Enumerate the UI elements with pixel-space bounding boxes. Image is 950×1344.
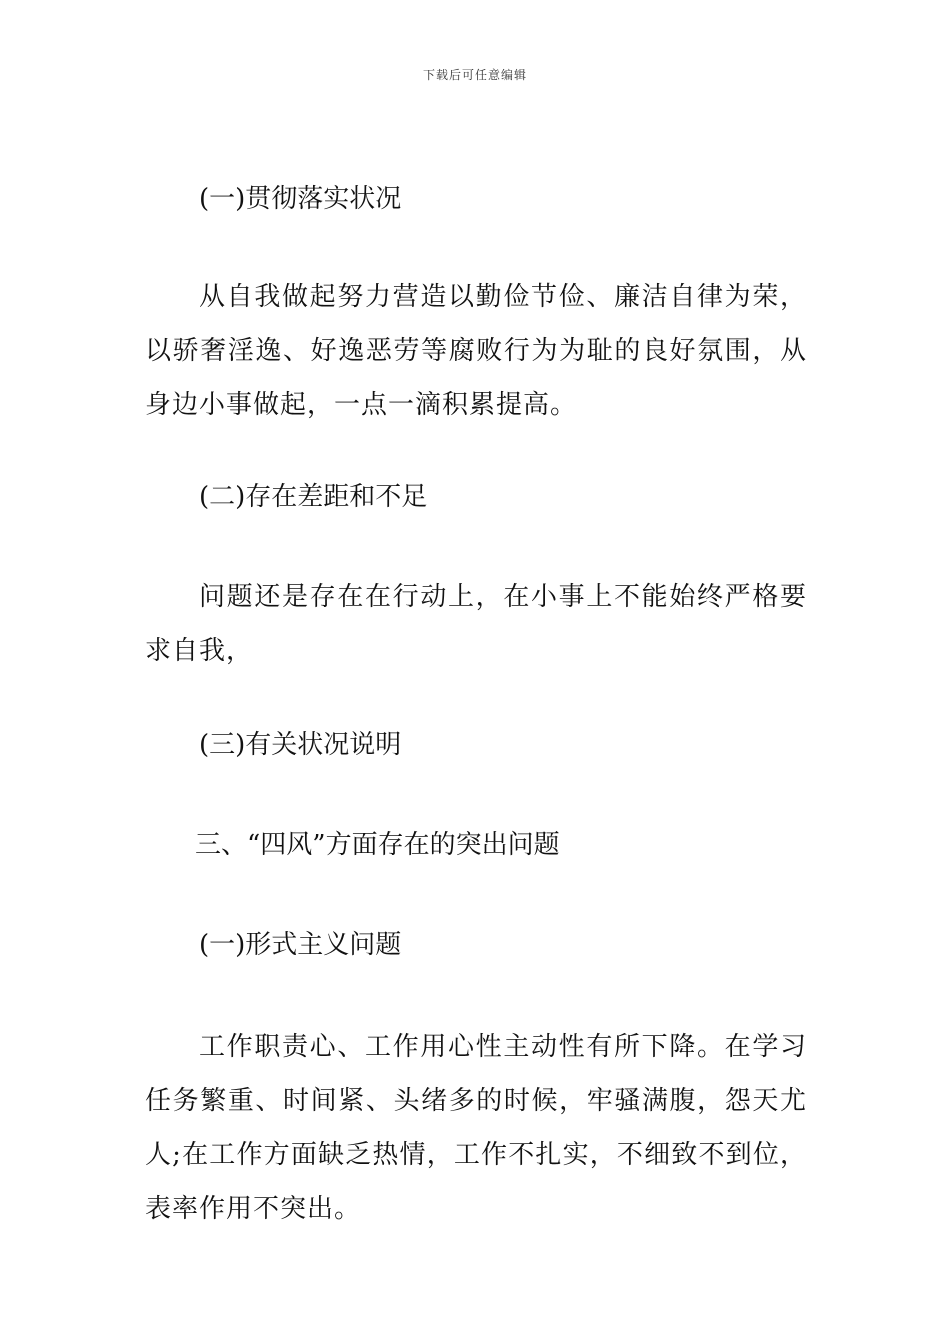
section-heading-3: (三)有关状况说明 [199,730,402,760]
paragraph-3: 工作职责心、工作用心性主动性有所下降。在学习任务繁重、时间紧、头绪多的时候，牢骚满腹，怨天尤人;在工作方面缺乏热情，工作不扎实，不细致不到位，表率作用不突出。 [145,1032,807,1224]
section-heading-5: (一)形式主义问题 [199,930,402,960]
header-note: 下载后可任意编辑 [422,68,527,82]
section-heading-2: (二)存在差距和不足 [199,482,428,512]
paragraph-1: 从自我做起努力营造以勤俭节俭、廉洁自律为荣，以骄奢淫逸、好逸恶劳等腐败行为为耻的良好氛围，从身边小事做起，一点一滴积累提高。 [145,282,807,420]
paragraph-2: 问题还是存在在行动上，在小事上不能始终严格要求自我， [145,582,807,666]
section-heading-4: 三、“四风”方面存在的突出问题 [195,830,560,860]
section-heading-1: (一)贯彻落实状况 [199,184,402,214]
